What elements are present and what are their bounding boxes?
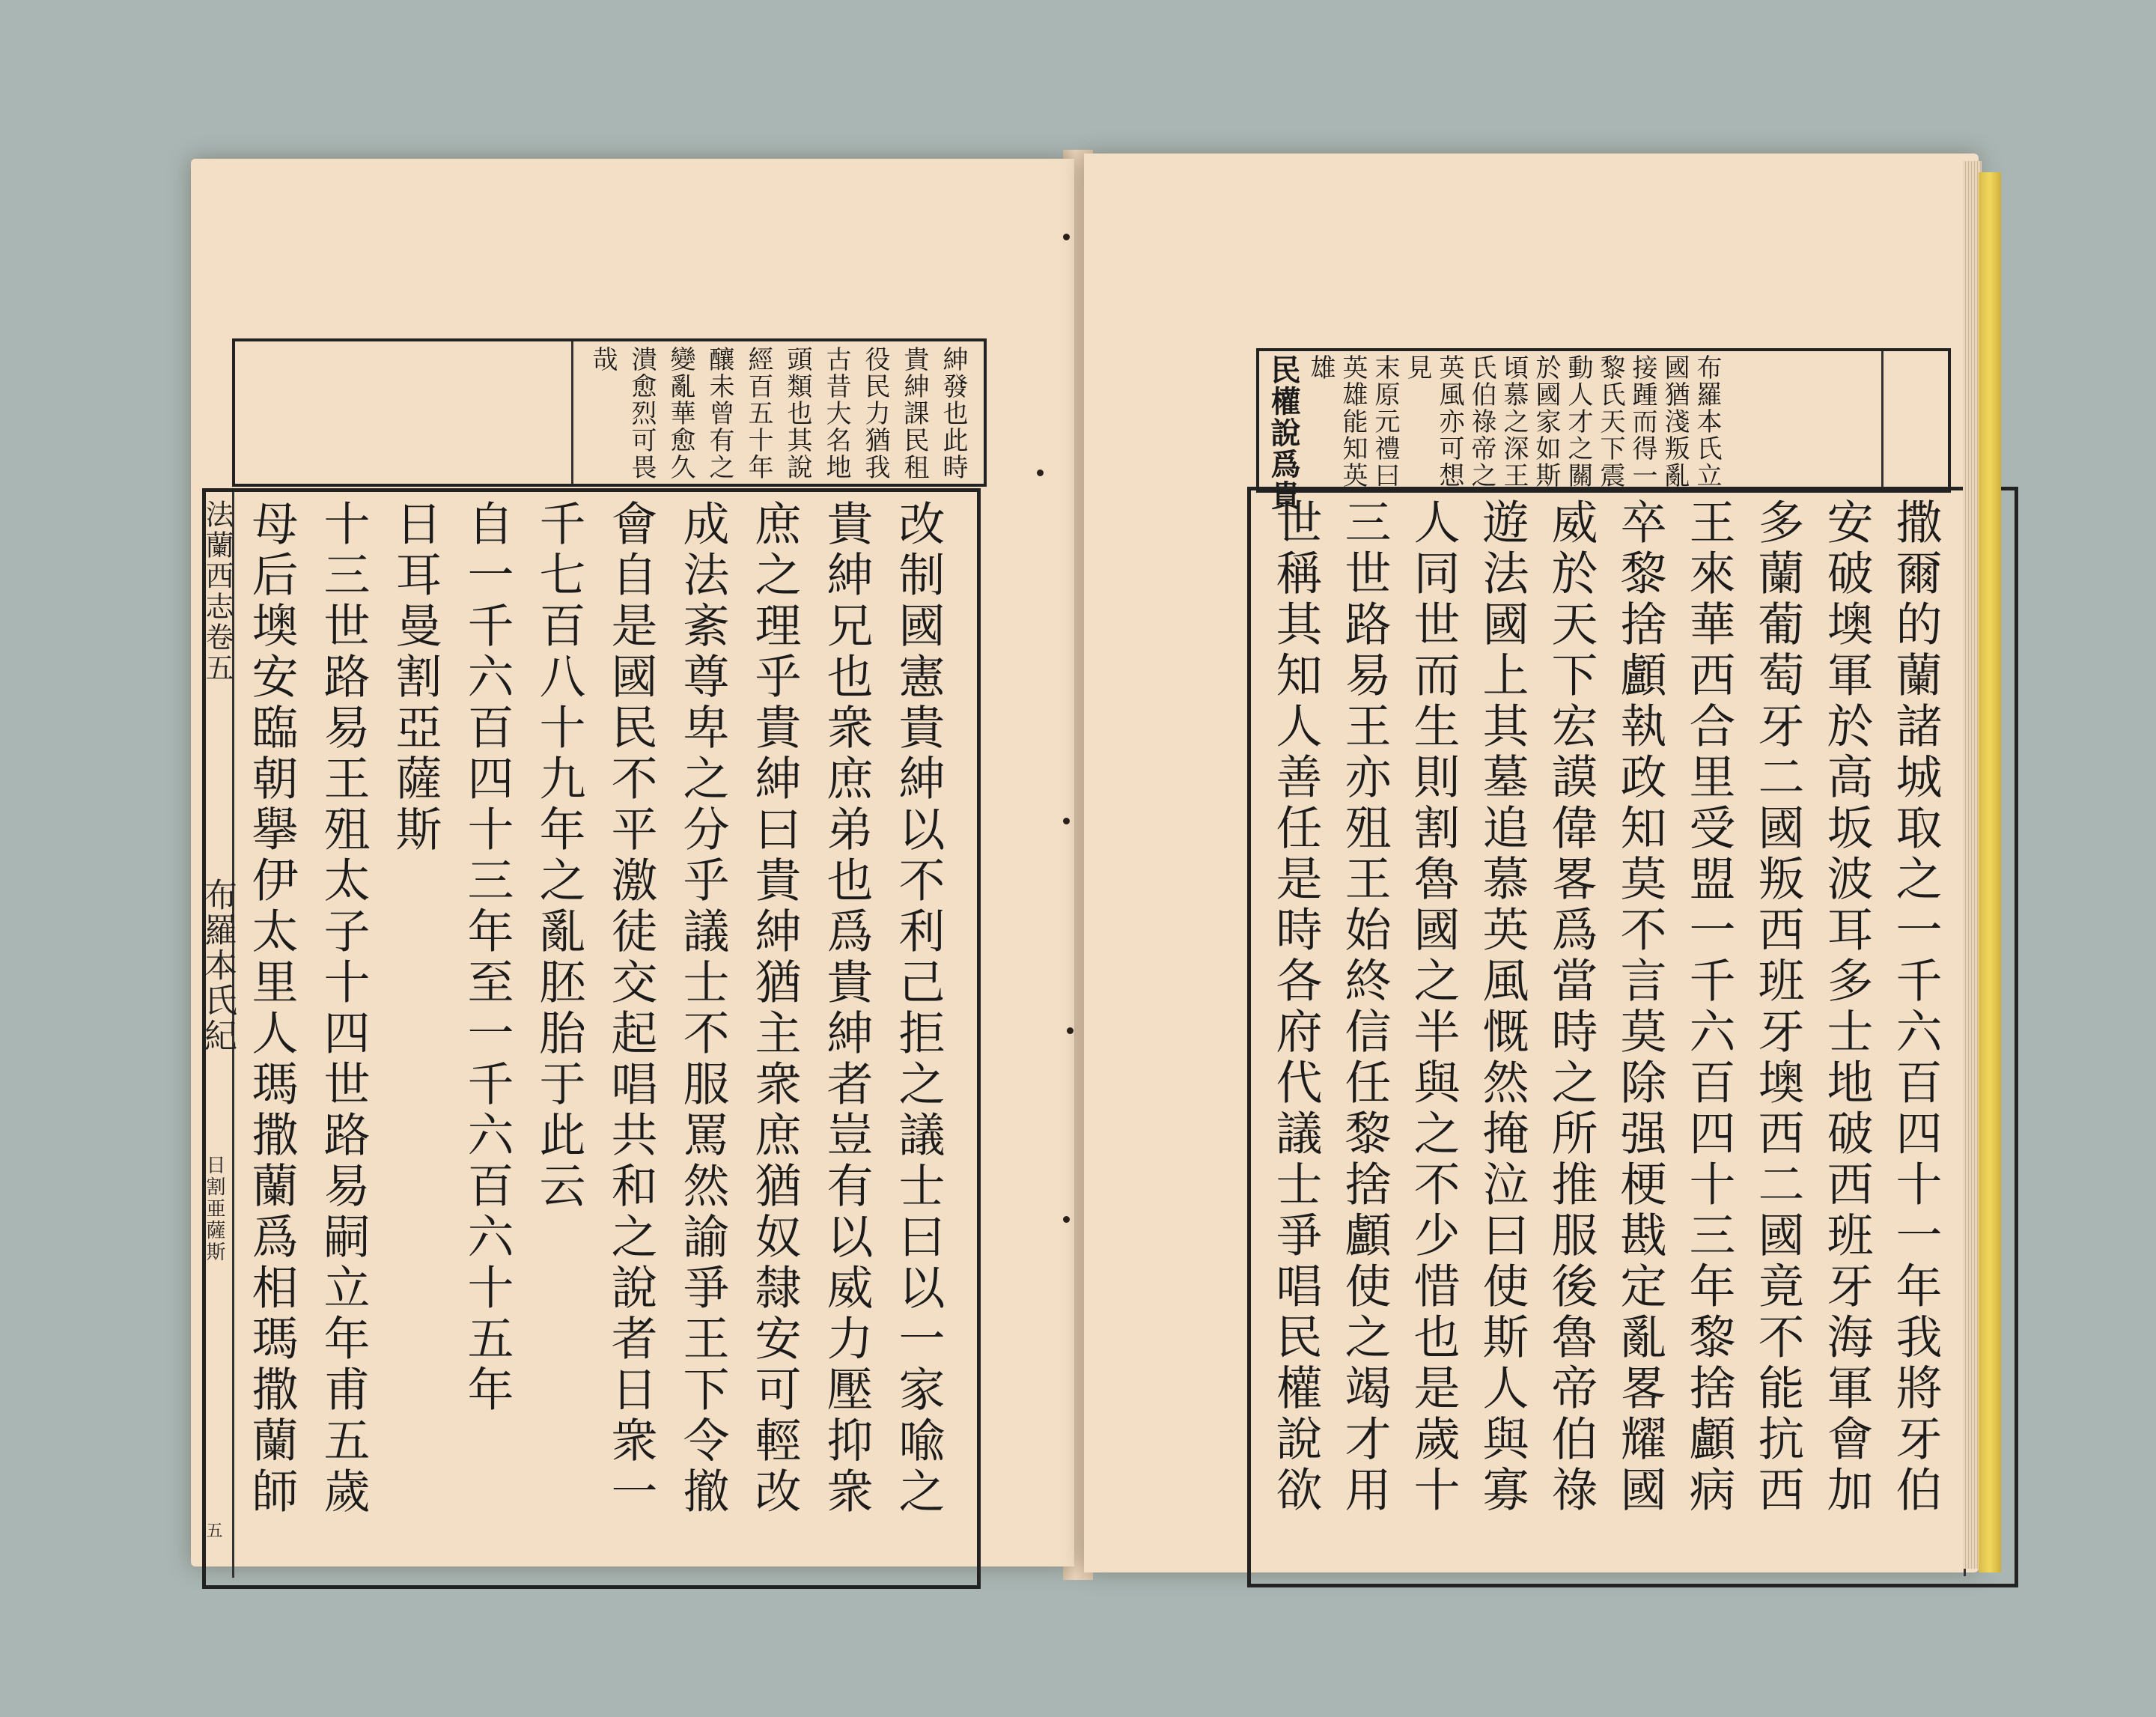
text-column: 撒爾的蘭諸城取之一千六百四十一年我將牙伯 (1888, 498, 1943, 1516)
headnote-column: 英雄能知英 (1338, 354, 1368, 489)
headnote-column: 經百五十年 (743, 346, 773, 481)
headnote-column: 於國家如斯 (1531, 354, 1561, 489)
headnote-column: 末原元禮曰 (1370, 354, 1400, 489)
headnote-column: 國猶淺叛亂 (1660, 354, 1690, 489)
headnote-column: 變亂華愈久 (666, 346, 695, 481)
headnote-column: 紳發也此時 (938, 346, 968, 481)
text-column: 威於天下宏謨偉畧爲當時之所推服後魯帝伯祿 (1544, 498, 1598, 1516)
right-headnote (1305, 354, 1724, 489)
page-number: 五 (204, 1522, 222, 1540)
text-column: 改制國憲貴紳以不利己拒之議士曰以一家喩之 (891, 499, 945, 1518)
margin-running-head: 日割亜薩斯 (203, 1155, 225, 1263)
headnote-column: 役民力猶我 (860, 346, 890, 481)
headnote-divider (571, 341, 573, 484)
text-column: 卒黎捨顱執政知莫不言莫除强梗戡定亂畧耀國 (1613, 498, 1667, 1516)
text-column: 千七百八十九年之亂胚胎于此云 (532, 499, 586, 1212)
binding-hole (1063, 1216, 1070, 1223)
headnote-column: 釀未曾有之 (704, 346, 734, 481)
headnote-column: 氏伯祿帝之 (1467, 354, 1496, 489)
headnote-column: 英風亦可想 (1434, 354, 1464, 489)
text-column: 遊法國上其墓追慕英風慨然掩泣曰使斯人與寡 (1475, 498, 1529, 1516)
headnote-column: 古昔大名地 (821, 346, 851, 481)
margin-title: 法蘭西志卷五 (201, 499, 234, 684)
text-column: 成法紊尊卑之分乎議士不服罵然諭爭王下令撤 (675, 499, 730, 1518)
headnote-column: 動人才之關 (1563, 354, 1593, 489)
text-column: 三世路易王亦殂王始終信任黎捨顱使之竭才用 (1337, 498, 1392, 1516)
headnote-column: 布羅本氏立 (1692, 354, 1722, 489)
headnote-divider (1881, 351, 1884, 490)
headnote-column: 哉 (588, 346, 618, 373)
cover-edge (1979, 172, 2001, 1572)
headnote-column: 頭類也其說 (782, 346, 812, 481)
text-column: 十三世路易王殂太子十四世路易嗣立年甫五歲 (316, 499, 371, 1518)
headnote-column: 黎氏天下震 (1595, 354, 1625, 489)
right-text-columns (1264, 498, 1956, 1569)
text-column: 庶之理乎貴紳曰貴紳猶主衆庶猶奴隸安可輕改 (747, 499, 802, 1518)
binding-hole (1063, 234, 1070, 240)
text-column: 日耳曼割亞薩斯 (388, 499, 442, 856)
text-column: 自一千六百四十三年至一千六百六十五年 (460, 499, 514, 1416)
binding-hole (1067, 1027, 1074, 1034)
text-column: 安破墺軍於高坂波耳多士地破西班牙海軍會加 (1819, 498, 1874, 1516)
text-column: 母后墺安臨朝擧伊太里人瑪撒蘭爲相瑪撒蘭師 (244, 499, 299, 1518)
headnote-column: 雄 (1306, 354, 1336, 381)
text-column: 王來華西合里受盟一千六百四十三年黎捨顱病 (1681, 498, 1736, 1516)
headnote-column: 接踵而得一 (1627, 354, 1657, 489)
text-column: 多蘭葡萄牙二國叛西班牙墺西二國竟不能抗西 (1750, 498, 1805, 1516)
headnote-column: 貴紳課民租 (899, 346, 929, 481)
margin-subtitle: 布羅本氏紀 (198, 878, 237, 1054)
left-headnote (576, 346, 977, 481)
text-column: 人同世而生則割魯國之半與之不少惜也是歲十 (1406, 498, 1461, 1516)
left-page (191, 159, 1074, 1566)
headnote-column: 見 (1402, 354, 1432, 381)
left-text-columns (243, 499, 962, 1570)
text-column: 世稱其知人善任是時各府代議士爭唱民權說欲 (1268, 498, 1323, 1516)
text-column: 貴紳兄也衆庶弟也爲貴紳者豈有以威力壓抑衆 (819, 499, 874, 1518)
headnote-column: 潰愈烈可畏 (627, 346, 657, 481)
binding-hole (1037, 469, 1044, 476)
right-page (1084, 154, 1979, 1572)
text-column: 會自是國民不平激徒交起唱共和之說者日衆一 (603, 499, 658, 1518)
binding-hole (1063, 818, 1070, 824)
headnote-title: 民權說爲貴 (1266, 354, 1301, 511)
headnote-column: 頃慕之深王 (1499, 354, 1529, 489)
